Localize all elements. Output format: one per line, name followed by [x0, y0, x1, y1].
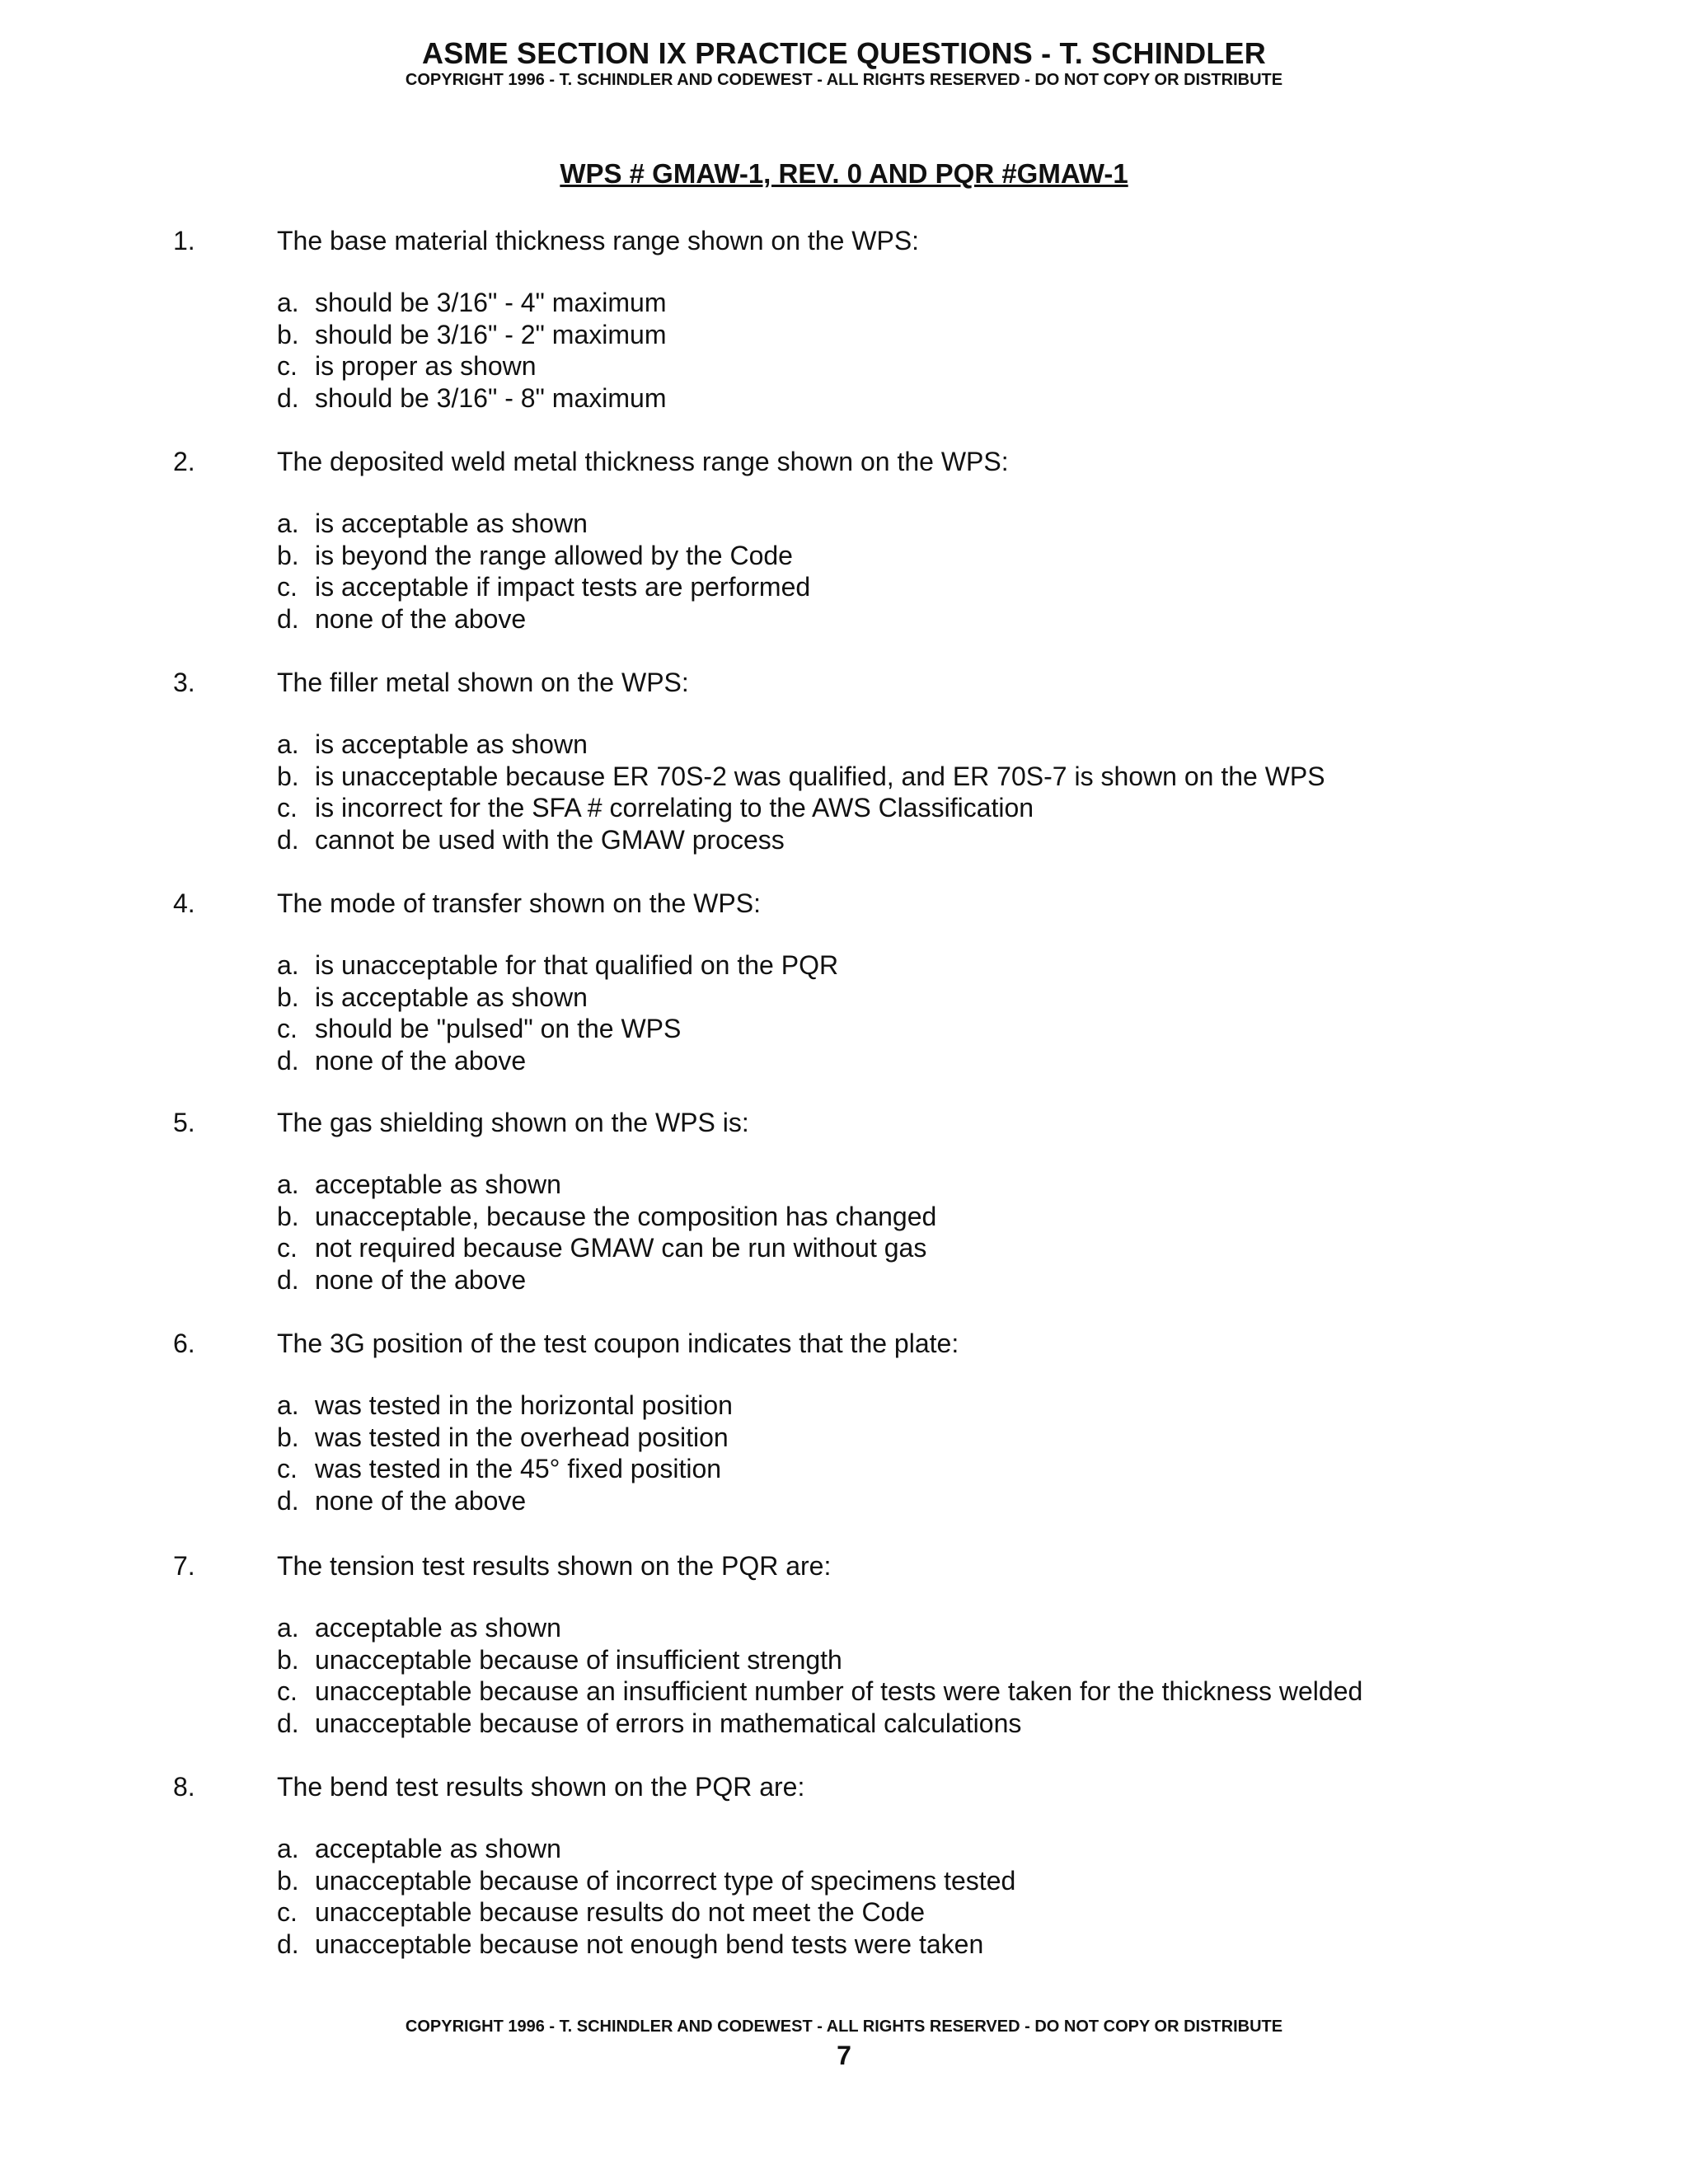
- option-text: is acceptable as shown: [315, 729, 588, 759]
- option-text: none of the above: [315, 1485, 527, 1516]
- answer-option: [277, 540, 810, 572]
- question-number: 8.: [173, 1772, 195, 1802]
- option-text: none of the above: [315, 603, 527, 634]
- answer-options: [277, 287, 666, 414]
- question-number: 2.: [173, 447, 195, 476]
- answer-options: [277, 729, 1325, 855]
- option-text: is acceptable as shown: [315, 982, 588, 1012]
- option-text: should be 3/16" - 4" maximum: [315, 288, 667, 317]
- option-text: is beyond the range allowed by the Code: [315, 540, 793, 570]
- option-text: cannot be used with the GMAW process: [315, 824, 785, 855]
- option-text: was tested in the overhead position: [315, 1422, 729, 1452]
- answer-option: [277, 1612, 1362, 1644]
- question-text: The bend test results shown on the PQR are:: [277, 1772, 805, 1802]
- answer-option: [277, 1264, 936, 1296]
- question-text: The mode of transfer shown on the WPS:: [277, 888, 761, 918]
- answer-option: [277, 1422, 733, 1454]
- answer-option: [277, 1833, 1015, 1865]
- option-text: should be 3/16" - 2" maximum: [315, 319, 667, 349]
- option-letter: d.: [277, 603, 299, 634]
- question-text: The deposited weld metal thickness range shown on the WPS:: [277, 447, 1009, 476]
- option-letter: c.: [277, 1233, 298, 1263]
- answer-option: [277, 603, 810, 635]
- option-text: none of the above: [315, 1045, 527, 1076]
- option-letter: b.: [277, 319, 299, 349]
- option-letter: c.: [277, 572, 298, 602]
- answer-option: [277, 982, 838, 1014]
- option-text: unacceptable because of errors in mathematical calculations: [315, 1708, 1022, 1738]
- answer-option: [277, 319, 666, 351]
- option-letter: a.: [277, 1169, 299, 1199]
- option-text: should be 3/16" - 8" maximum: [315, 382, 667, 413]
- option-text: acceptable as shown: [315, 1613, 561, 1643]
- answer-option: [277, 1201, 936, 1233]
- option-letter: c.: [277, 793, 298, 823]
- option-text: should be "pulsed" on the WPS: [315, 1014, 682, 1043]
- option-text: not required because GMAW can be run without gas: [315, 1233, 927, 1263]
- answer-option: [277, 508, 810, 540]
- option-letter: d.: [277, 1708, 299, 1738]
- answer-option: [277, 1013, 838, 1045]
- question-number: 1.: [173, 226, 195, 255]
- answer-options: [277, 949, 838, 1076]
- option-letter: d.: [277, 1264, 299, 1295]
- option-letter: c.: [277, 1676, 298, 1706]
- option-letter: d.: [277, 1045, 299, 1076]
- page-number: 7: [837, 2041, 851, 2070]
- answer-option: [277, 1644, 1362, 1676]
- footer-copyright: COPYRIGHT 1996 - T. SCHINDLER AND CODEWEST - ALL RIGHTS RESERVED - DO NOT COPY OR DISTRIBUTE: [405, 2018, 1283, 2036]
- answer-options: [277, 508, 810, 635]
- answer-option: [277, 761, 1325, 793]
- question-text: The filler metal shown on the WPS:: [277, 668, 689, 697]
- answer-options: [277, 1612, 1362, 1739]
- answer-options: [277, 1390, 733, 1516]
- answer-option: [277, 949, 838, 982]
- question-number: 6.: [173, 1329, 195, 1358]
- question-number: 4.: [173, 888, 195, 918]
- answer-option: [277, 382, 666, 415]
- option-text: was tested in the 45° fixed position: [315, 1454, 722, 1483]
- option-letter: a.: [277, 1613, 299, 1643]
- question-text: The base material thickness range shown on the WPS:: [277, 226, 920, 255]
- question-text: The tension test results shown on the PQR are:: [277, 1551, 832, 1581]
- option-letter: a.: [277, 288, 299, 317]
- option-letter: d.: [277, 382, 299, 413]
- option-letter: d.: [277, 824, 299, 855]
- answer-option: [277, 571, 810, 603]
- answer-option: [277, 792, 1325, 824]
- answer-options: [277, 1833, 1015, 1960]
- option-letter: b.: [277, 1201, 299, 1231]
- option-letter: c.: [277, 1454, 298, 1483]
- answer-option: [277, 1865, 1015, 1897]
- option-letter: b.: [277, 761, 299, 791]
- option-letter: a.: [277, 950, 299, 980]
- answer-option: [277, 1896, 1015, 1929]
- option-letter: b.: [277, 1644, 299, 1675]
- question-number: 7.: [173, 1551, 195, 1581]
- section-title: WPS # GMAW-1, REV. 0 AND PQR #GMAW-1: [560, 158, 1128, 189]
- option-text: unacceptable because of insufficient strength: [315, 1644, 842, 1675]
- answer-option: [277, 1453, 733, 1485]
- option-letter: a.: [277, 509, 299, 538]
- answer-option: [277, 824, 1325, 856]
- option-text: is acceptable as shown: [315, 509, 588, 538]
- question-number: 3.: [173, 668, 195, 697]
- option-text: unacceptable because not enough bend tests were taken: [315, 1929, 984, 1959]
- answer-option: [277, 1485, 733, 1517]
- answer-option: [277, 350, 666, 382]
- option-letter: a.: [277, 1834, 299, 1863]
- answer-option: [277, 1929, 1015, 1961]
- option-text: is acceptable if impact tests are performed: [315, 572, 811, 602]
- answer-option: [277, 1390, 733, 1422]
- option-text: is unacceptable because ER 70S-2 was qualified, and ER 70S-7 is shown on the WPS: [315, 761, 1325, 791]
- page-title: ASME SECTION IX PRACTICE QUESTIONS - T. SCHINDLER: [422, 36, 1266, 70]
- option-letter: c.: [277, 1897, 298, 1927]
- option-letter: a.: [277, 1390, 299, 1420]
- question-text: The 3G position of the test coupon indicates that the plate:: [277, 1329, 959, 1358]
- option-text: none of the above: [315, 1264, 527, 1295]
- answer-option: [277, 287, 666, 319]
- answer-option: [277, 729, 1325, 761]
- option-letter: a.: [277, 729, 299, 759]
- option-text: acceptable as shown: [315, 1834, 561, 1863]
- answer-option: [277, 1708, 1362, 1740]
- option-letter: d.: [277, 1485, 299, 1516]
- option-letter: c.: [277, 351, 298, 381]
- answer-option: [277, 1169, 936, 1201]
- option-text: unacceptable, because the composition has changed: [315, 1201, 937, 1231]
- option-text: unacceptable because results do not meet the Code: [315, 1897, 926, 1927]
- question-text: The gas shielding shown on the WPS is:: [277, 1108, 749, 1137]
- option-letter: b.: [277, 540, 299, 570]
- option-letter: b.: [277, 982, 299, 1012]
- option-text: unacceptable because an insufficient number of tests were taken for the thickness welded: [315, 1676, 1363, 1706]
- option-text: is incorrect for the SFA # correlating to the AWS Classification: [315, 793, 1034, 823]
- answer-option: [277, 1232, 936, 1264]
- option-letter: b.: [277, 1865, 299, 1896]
- option-text: unacceptable because of incorrect type of specimens tested: [315, 1865, 1016, 1896]
- question-number: 5.: [173, 1108, 195, 1137]
- option-text: is unacceptable for that qualified on the PQR: [315, 950, 839, 980]
- option-letter: b.: [277, 1422, 299, 1452]
- answer-option: [277, 1045, 838, 1077]
- option-letter: d.: [277, 1929, 299, 1959]
- option-text: is proper as shown: [315, 351, 537, 381]
- answer-option: [277, 1675, 1362, 1708]
- option-text: was tested in the horizontal position: [315, 1390, 733, 1420]
- option-letter: c.: [277, 1014, 298, 1043]
- header-copyright: COPYRIGHT 1996 - T. SCHINDLER AND CODEWEST - ALL RIGHTS RESERVED - DO NOT COPY OR DISTRIBUTE: [405, 71, 1283, 89]
- answer-options: [277, 1169, 936, 1296]
- option-text: acceptable as shown: [315, 1169, 561, 1199]
